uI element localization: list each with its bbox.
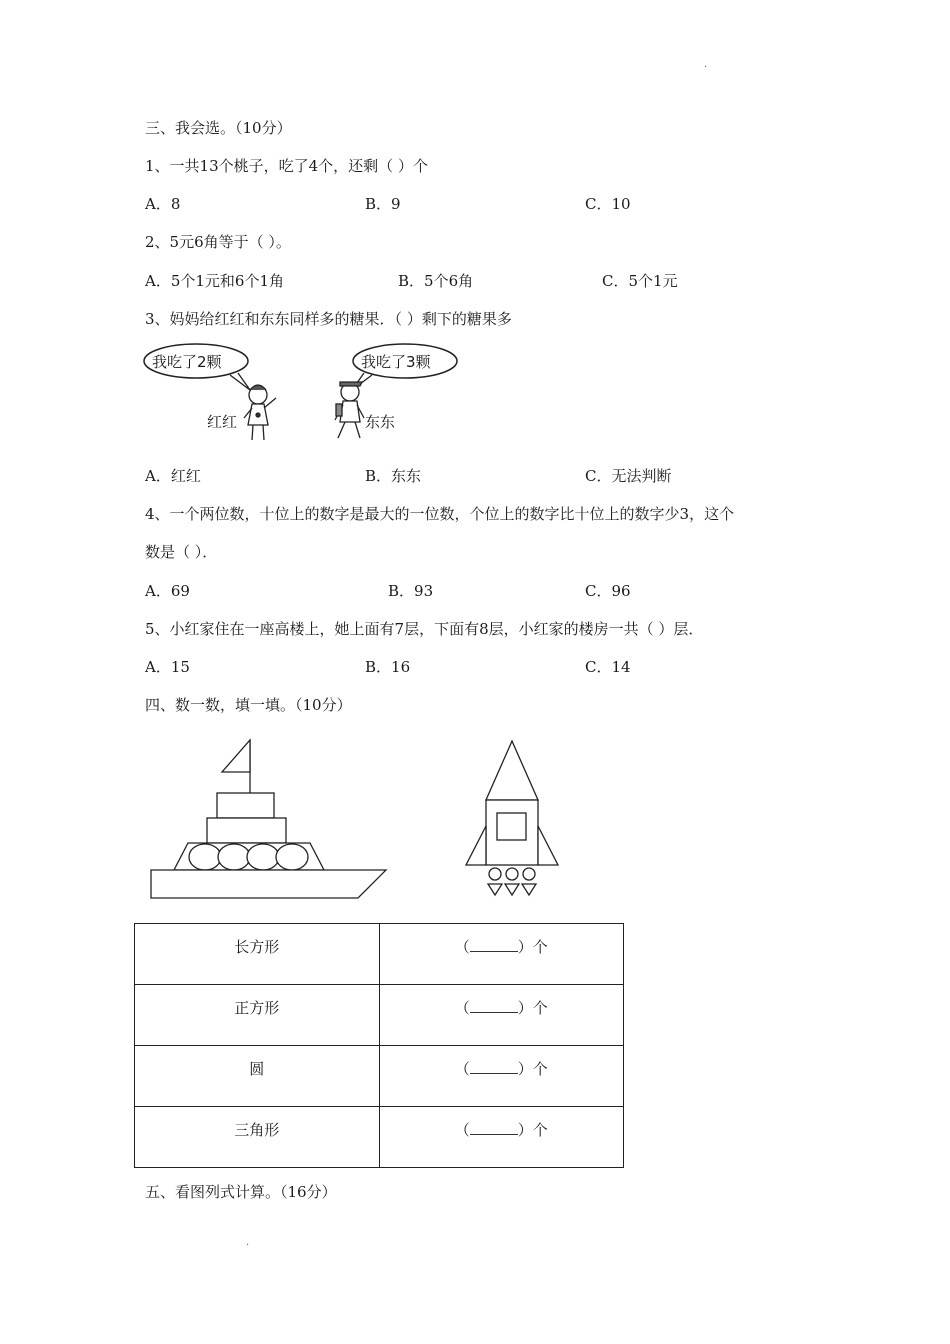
q3-option-a[interactable]: A．红红 (145, 467, 201, 485)
q5-option-a[interactable]: A．15 (145, 658, 190, 676)
ship-hull (151, 870, 386, 898)
q5-text: 5、小红家住在一座高楼上，她上面有7层，下面有8层，小红家的楼房一共（ ）层． (145, 620, 704, 638)
ship-top-rect (217, 793, 274, 818)
ship-figure (148, 738, 390, 900)
rocket-flame-circle-1 (489, 868, 501, 880)
bubble-left-text: 我吃了2颗 (152, 353, 222, 371)
q2-text: 2、5元6角等于（ ）。 (145, 233, 291, 251)
rocket-window-square (497, 813, 526, 840)
q3-option-b[interactable]: B．东东 (365, 467, 422, 485)
answer-cell[interactable]: （ ）个 (379, 1046, 624, 1107)
ship-circle-2 (218, 844, 250, 870)
shape-name-cell: 正方形 (135, 985, 380, 1046)
q1-text: 1、一共13个桃子，吃了4个，还剩（ ）个 (145, 157, 428, 175)
q2-option-a[interactable]: A．5个1元和6个1角 (145, 272, 285, 290)
q2-option-b[interactable]: B．5个6角 (398, 272, 474, 290)
bubble-right-text: 我吃了3颗 (361, 353, 431, 371)
ship-circle-3 (247, 844, 279, 870)
shape-name-cell: 三角形 (135, 1107, 380, 1168)
answer-cell[interactable]: （ ）个 (379, 985, 624, 1046)
speech-bubble-left-tail (230, 373, 250, 390)
table-row (135, 1046, 624, 1107)
rocket-flame-triangle-2 (505, 884, 519, 895)
rocket-figure (462, 738, 564, 900)
ship-circle-4 (276, 844, 308, 870)
q3-option-c[interactable]: C．无法判断 (585, 467, 672, 485)
q1-option-a[interactable]: A．8 (145, 195, 181, 213)
footer-dot: · (246, 1240, 250, 1251)
rocket-flame-circle-3 (523, 868, 535, 880)
ship-mid-rect (207, 818, 286, 843)
table-row (135, 1107, 624, 1168)
rocket-right-fin (538, 826, 558, 865)
q4-option-b[interactable]: B．93 (388, 582, 434, 600)
boy-name-label: 东东 (365, 413, 396, 431)
shape-count-table (134, 923, 624, 1168)
girl-name-label: 红红 (207, 413, 238, 431)
rocket-left-fin (466, 826, 486, 865)
table-row (135, 985, 624, 1046)
rocket-nose-triangle (486, 741, 538, 800)
answer-cell[interactable]: （ ）个 (379, 924, 624, 985)
answer-blank[interactable] (470, 939, 518, 952)
q4-option-a[interactable]: A．69 (145, 582, 190, 600)
q4-text-line1: 4、一个两位数，十位上的数字是最大的一位数，个位上的数字比十位上的数字少3，这个 (145, 505, 735, 523)
answer-cell[interactable]: （ ）个 (379, 1107, 624, 1168)
shape-name-cell: 长方形 (135, 924, 380, 985)
rocket-flame-triangle-1 (488, 884, 502, 895)
answer-blank[interactable] (470, 1061, 518, 1074)
q4-option-c[interactable]: C．96 (585, 582, 631, 600)
girl-figure-icon (244, 385, 276, 440)
shape-name-cell: 圆 (135, 1046, 380, 1107)
q1-option-c[interactable]: C．10 (585, 195, 631, 213)
q2-option-c[interactable]: C．5个1元 (602, 272, 678, 290)
q4-text-line2: 数是（ ）． (145, 543, 218, 561)
section3-title: 三、我会选。（10分） (145, 119, 292, 137)
ship-circle-1 (189, 844, 221, 870)
boy-figure-icon (335, 382, 364, 438)
rocket-flame-triangle-3 (522, 884, 536, 895)
q3-text: 3、妈妈给红红和东东同样多的糖果．（ ）剩下的糖果多 (145, 310, 512, 328)
section5-title: 五、看图列式计算。（16分） (145, 1183, 337, 1201)
header-dot: · (704, 62, 708, 73)
rocket-flame-circle-2 (506, 868, 518, 880)
answer-blank[interactable] (470, 1122, 518, 1135)
q5-option-b[interactable]: B．16 (365, 658, 411, 676)
section4-title: 四、数一数，填一填。（10分） (145, 696, 352, 714)
table-row (135, 924, 624, 985)
q1-option-b[interactable]: B．9 (365, 195, 401, 213)
answer-blank[interactable] (470, 1000, 518, 1013)
ship-flag-triangle (222, 740, 250, 772)
q5-option-c[interactable]: C．14 (585, 658, 631, 676)
